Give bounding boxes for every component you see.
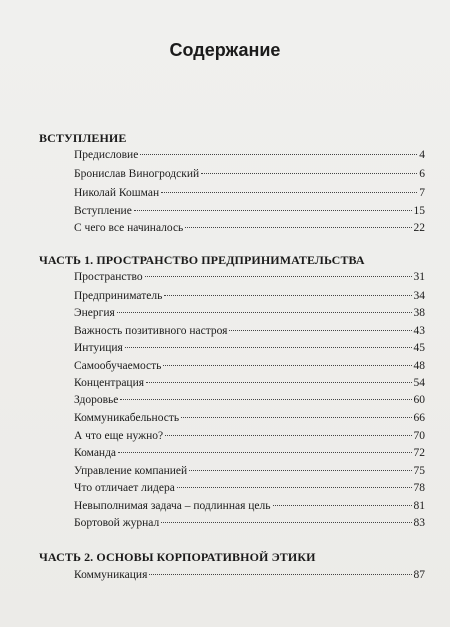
toc-entry-label: Николай Кошман bbox=[74, 187, 160, 199]
toc-entry-page: 22 bbox=[413, 222, 425, 234]
section-heading: ЧАСТЬ 2. ОСНОВЫ КОРПОРАТИВНОЙ ЭТИКИ bbox=[39, 550, 316, 564]
toc-entry-label: Важность позитивного настроя bbox=[74, 325, 228, 337]
toc-entry-label: Управление компанией bbox=[74, 465, 188, 477]
toc-entry bbox=[74, 222, 425, 238]
dot-leader bbox=[118, 452, 411, 453]
toc-entry-label: Невыполнимая задача – подлинная цель bbox=[74, 500, 271, 512]
toc-entry bbox=[74, 412, 425, 428]
toc-entry-page: 4 bbox=[419, 149, 425, 161]
toc-entry-page: 6 bbox=[419, 168, 425, 180]
dot-leader bbox=[177, 487, 412, 488]
dot-leader bbox=[185, 227, 411, 228]
toc-entry-page: 38 bbox=[413, 307, 425, 319]
toc-entry bbox=[74, 430, 425, 446]
toc-entry bbox=[74, 168, 425, 184]
toc-entry-page: 31 bbox=[413, 271, 425, 283]
toc-entry bbox=[74, 394, 425, 410]
toc-entry-page: 81 bbox=[413, 500, 425, 512]
dot-leader bbox=[117, 312, 412, 313]
toc-entry-label: Бортовой журнал bbox=[74, 517, 160, 529]
toc-entry bbox=[74, 447, 425, 463]
toc-entry-page: 72 bbox=[413, 447, 425, 459]
dot-leader bbox=[164, 295, 411, 296]
toc-entry-page: 48 bbox=[413, 360, 425, 372]
dot-leader bbox=[149, 574, 411, 575]
toc-entry bbox=[74, 290, 425, 306]
toc-entry bbox=[74, 482, 425, 498]
dot-leader bbox=[120, 399, 411, 400]
toc-entry bbox=[74, 205, 425, 221]
toc-entry-page: 78 bbox=[413, 482, 425, 494]
toc-entry bbox=[74, 149, 425, 165]
dot-leader bbox=[165, 435, 411, 436]
toc-entry bbox=[74, 500, 425, 516]
toc-entry bbox=[74, 187, 425, 203]
toc-entry bbox=[74, 342, 425, 358]
toc-entry-label: Интуиция bbox=[74, 342, 123, 354]
dot-leader bbox=[145, 276, 412, 277]
dot-leader bbox=[146, 382, 411, 383]
toc-entry-label: Самообучаемость bbox=[74, 360, 162, 372]
toc-entry-label: Коммуникабельность bbox=[74, 412, 180, 424]
toc-entry-label: Концентрация bbox=[74, 377, 145, 389]
toc-entry bbox=[74, 325, 425, 341]
toc-entry bbox=[74, 271, 425, 287]
dot-leader bbox=[181, 417, 411, 418]
toc-entry-page: 45 bbox=[413, 342, 425, 354]
dot-leader bbox=[134, 210, 412, 211]
dot-leader bbox=[273, 505, 412, 506]
toc-entry bbox=[74, 360, 425, 376]
toc-entry-label: С чего все начиналось bbox=[74, 222, 184, 234]
dot-leader bbox=[125, 347, 412, 348]
toc-entry bbox=[74, 569, 425, 585]
dot-leader bbox=[163, 365, 411, 366]
toc-entry-label: Что отличает лидера bbox=[74, 482, 175, 494]
toc-entry-page: 34 bbox=[413, 290, 425, 302]
toc-entry-page: 66 bbox=[413, 412, 425, 424]
toc-entry bbox=[74, 517, 425, 533]
toc-entry-page: 75 bbox=[413, 465, 425, 477]
toc-entry-label: Предисловие bbox=[74, 149, 139, 161]
toc-entry-label: Пространство bbox=[74, 271, 143, 283]
toc-entry bbox=[74, 307, 425, 323]
dot-leader bbox=[161, 522, 411, 523]
dot-leader bbox=[189, 470, 411, 471]
toc-entry-page: 43 bbox=[413, 325, 425, 337]
toc-entry-label: Команда bbox=[74, 447, 117, 459]
page-title: Содержание bbox=[169, 40, 281, 60]
toc-entry-label: А что еще нужно? bbox=[74, 430, 164, 442]
dot-leader bbox=[140, 154, 417, 155]
toc-entry-label: Предприниматель bbox=[74, 290, 163, 302]
dot-leader bbox=[201, 173, 417, 174]
toc-entry-label: Вступление bbox=[74, 205, 132, 217]
toc-entry bbox=[74, 465, 425, 481]
toc-entry bbox=[74, 377, 425, 393]
toc-entry-label: Бронислав Виногродский bbox=[74, 168, 200, 180]
toc-entry-page: 15 bbox=[413, 205, 425, 217]
dot-leader bbox=[229, 330, 411, 331]
dot-leader bbox=[161, 192, 417, 193]
toc-entry-page: 83 bbox=[413, 517, 425, 529]
toc-entry-label: Здоровье bbox=[74, 394, 119, 406]
section-heading: ВСТУПЛЕНИЕ bbox=[39, 131, 127, 145]
toc-entry-label: Энергия bbox=[74, 307, 115, 319]
toc-entry-label: Коммуникация bbox=[74, 569, 148, 581]
toc-entry-page: 54 bbox=[413, 377, 425, 389]
toc-entry-page: 7 bbox=[419, 187, 425, 199]
toc-entry-page: 70 bbox=[413, 430, 425, 442]
section-heading: ЧАСТЬ 1. ПРОСТРАНСТВО ПРЕДПРИНИМАТЕЛЬСТВА bbox=[39, 253, 365, 267]
toc-entry-page: 60 bbox=[413, 394, 425, 406]
toc-entry-page: 87 bbox=[413, 569, 425, 581]
